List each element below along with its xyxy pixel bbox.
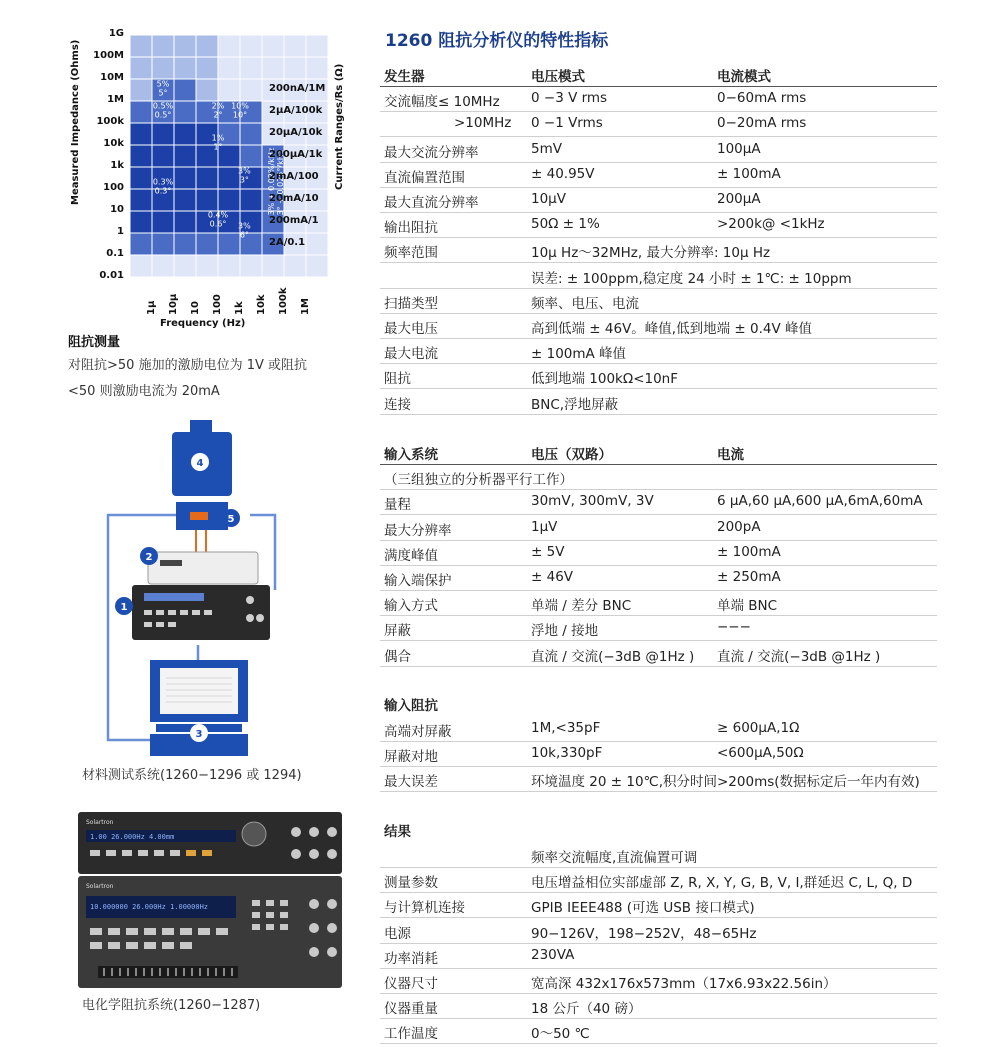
cell-c1: 与计算机连接 xyxy=(384,900,465,917)
cell-c1: 电源 xyxy=(384,925,411,942)
chart-annotation: 0.5° xyxy=(154,110,172,120)
chart-cell xyxy=(240,79,262,101)
y-tick-label: 10 xyxy=(110,204,124,215)
input-system-note-row xyxy=(380,464,937,490)
cell-c1: 频率范围 xyxy=(384,245,438,262)
current-range-label: 2A/0.1 xyxy=(269,237,306,248)
y-tick-label: 100k xyxy=(96,116,124,127)
cell-c1: 最大直流分辨率 xyxy=(384,195,479,211)
current-range-label: 20μA/10k xyxy=(269,127,323,138)
chart-annotation: 5% xyxy=(156,79,170,89)
current-range-label: 200mA/1 xyxy=(269,215,319,226)
chart-cell xyxy=(130,211,152,233)
chart-cell xyxy=(284,255,306,277)
cell-c2: 10μ Hz～32MHz, 最大分辨率: 10μ Hz xyxy=(531,245,771,262)
cell-c1: 输入端保护 xyxy=(384,573,452,589)
chart-annotation: 0.5% xyxy=(152,101,174,111)
chart-cell xyxy=(218,233,240,255)
chart-annotation: 0.3% xyxy=(152,177,174,187)
impedance-range-chart xyxy=(65,20,365,340)
cell-c3: 直流 / 交流(−3dB @1Hz ) xyxy=(717,648,881,665)
cell-c2: 直流 / 交流(−3dB @1Hz ) xyxy=(531,648,695,665)
marker-2-label: 2 xyxy=(145,552,153,563)
chart-cell xyxy=(174,123,196,145)
generator-row xyxy=(380,237,937,263)
cell-c2: 30mV, 300mV, 3V xyxy=(531,493,654,510)
chart-cell xyxy=(130,57,152,79)
chart-annotation: 6° xyxy=(239,230,249,240)
chart-cell xyxy=(262,57,284,79)
chart-cell xyxy=(174,211,196,233)
chart-cell xyxy=(196,35,218,57)
chart-annotation: 2% xyxy=(211,101,225,111)
chart-cell xyxy=(152,145,174,167)
cell-c1: 最大电压 xyxy=(384,321,438,337)
marker-1-label: 1 xyxy=(120,602,128,613)
cell-c2: 230VA xyxy=(531,946,575,963)
cell-c1: 高端对屏蔽 xyxy=(384,724,452,740)
cell-c3: 200pA xyxy=(717,518,761,535)
x-tick-label: 100k xyxy=(278,287,289,315)
chart-cell xyxy=(240,123,262,145)
device-top-display-text: 1.00 26.000Hz 4.00mm xyxy=(90,833,175,841)
cell-c3: 单端 BNC xyxy=(717,598,778,615)
chart-cell xyxy=(240,35,262,57)
x-tick-label: 10 xyxy=(190,301,201,315)
cell-c2: 18 公斤（40 磅） xyxy=(531,1001,642,1018)
current-range-label: 2μA/100k xyxy=(269,105,323,116)
system-diagram xyxy=(100,420,340,760)
cell-c1: 扫描类型 xyxy=(384,295,438,312)
x-tick-label: 1M xyxy=(300,298,311,315)
y-tick-label: 1k xyxy=(110,160,124,171)
cell-c1: 屏蔽 xyxy=(384,623,411,640)
cell-c2: 1μV xyxy=(531,518,558,535)
device-top-unit xyxy=(78,812,342,874)
chart-cell xyxy=(174,35,196,57)
cell-c1: 发生器 xyxy=(384,69,425,85)
y-tick-label: 0.01 xyxy=(99,270,124,281)
generator-row xyxy=(380,137,937,163)
cell-c1: 直流偏置范围 xyxy=(384,169,465,186)
chart-cell xyxy=(306,233,328,255)
cell-c1: 仪器尺寸 xyxy=(384,976,438,992)
chart-cell xyxy=(262,255,284,277)
impedance-heading: 阻抗测量 xyxy=(68,335,121,350)
y-tick-label: 1M xyxy=(107,94,124,105)
cell-c1: 满度峰值 xyxy=(384,547,438,564)
chart-cell xyxy=(284,35,306,57)
cell-c2: 10k,330pF xyxy=(531,745,603,762)
chart-annotation: 0.6° xyxy=(209,219,227,229)
current-range-label: 200μA/1k xyxy=(269,149,323,160)
y-tick-label: 10M xyxy=(100,72,124,83)
sample-holder-top xyxy=(190,420,212,434)
chart-cell xyxy=(262,35,284,57)
cell-c3: ± 100mA xyxy=(717,543,781,560)
cell-c3: <600μA,50Ω xyxy=(717,745,804,762)
chart-cell xyxy=(174,145,196,167)
chart-cell xyxy=(284,57,306,79)
device-brand-top: Solartron xyxy=(86,819,114,826)
chart-cell xyxy=(218,167,240,189)
x-tick-label: 1k xyxy=(234,301,245,315)
generator-row xyxy=(380,111,937,137)
cell-c1: 工作温度 xyxy=(384,1026,438,1043)
cell-c2: 1M,<35pF xyxy=(531,720,601,736)
chart-annotation: 3% xyxy=(238,221,251,231)
cell-c2: 0～50 ℃ xyxy=(531,1026,590,1043)
chart-cell xyxy=(130,233,152,255)
chart-annotation: 5° xyxy=(158,88,168,98)
y-tick-label: 1 xyxy=(117,226,124,237)
system1-caption: 材料测试系统(1260−1296 或 1294) xyxy=(82,768,302,783)
results-row xyxy=(380,1018,937,1044)
generator-row xyxy=(380,338,937,364)
chart-cell xyxy=(152,233,174,255)
input-system-row xyxy=(380,590,937,616)
chart-cell xyxy=(174,189,196,211)
chart-cell xyxy=(240,145,262,167)
marker-5-label: 5 xyxy=(227,514,235,525)
cell-c1: 屏蔽对地 xyxy=(384,749,438,766)
chart-cell xyxy=(306,35,328,57)
cell-c3: 200μA xyxy=(717,191,761,207)
cell-c2: 单端 / 差分 BNC xyxy=(531,598,632,615)
y-tick-label: 100M xyxy=(93,50,124,61)
chart-cell xyxy=(306,255,328,277)
cell-c3: 0−20mA rms xyxy=(717,115,807,132)
cell-c2: 浮地 / 接地 xyxy=(531,623,599,640)
generator-row xyxy=(380,313,937,339)
cell-c1: 交流幅度≤ 10MHz xyxy=(384,94,500,111)
chart-cell xyxy=(152,255,174,277)
cell-c2: 误差: ± 100ppm,稳定度 24 小时 ± 1℃: ± 10ppm xyxy=(531,270,852,287)
cell-c2: 频率、电压、电流 xyxy=(531,295,639,312)
chart-cell xyxy=(130,167,152,189)
chart-cell xyxy=(130,189,152,211)
chart-cell xyxy=(240,189,262,211)
cell-c2: 10μV xyxy=(531,191,567,207)
chart-cell xyxy=(174,255,196,277)
input-system-row xyxy=(380,565,937,591)
chart-cell xyxy=(174,101,196,123)
generator-row xyxy=(380,263,937,289)
cell-c1: 输入系统 xyxy=(384,447,438,463)
input-system-row xyxy=(380,615,937,641)
chart-svg xyxy=(65,20,365,340)
chart-cell xyxy=(152,35,174,57)
cell-c2: 低到地端 100kΩ<10nF xyxy=(531,371,679,388)
input-system-row xyxy=(380,540,937,566)
results-row xyxy=(380,918,937,944)
chart-cell xyxy=(196,189,218,211)
generator-row xyxy=(380,389,937,415)
results-heading: 结果 xyxy=(384,824,411,840)
chart-annotation: 0.3° xyxy=(154,186,172,196)
cell-c1: 最大误差 xyxy=(384,774,438,791)
chart-annotation: 2° xyxy=(213,110,223,120)
chart-cell xyxy=(130,145,152,167)
input-impedance-row xyxy=(380,741,937,767)
current-range-label: 2mA/100 xyxy=(269,171,319,182)
input-impedance-row xyxy=(380,716,937,742)
cell-c2: 50Ω ± 1% xyxy=(531,216,600,233)
cell-c2: GPIB IEEE488 (可选 USB 接口模式) xyxy=(531,900,755,917)
x-tick-label: 10k xyxy=(256,294,267,315)
cell-c2: 高到低端 ± 46V。峰值,低到地端 ± 0.4V 峰值 xyxy=(531,321,812,337)
y-tick-label: 100 xyxy=(103,182,124,193)
chart-cell xyxy=(196,255,218,277)
chart-cell xyxy=(130,123,152,145)
chart-annotation-rotated: 3% + 0.02%/kHz xyxy=(267,147,277,216)
chart-cell xyxy=(130,35,152,57)
cell-c3: 电流模式 xyxy=(717,69,771,85)
device-bottom-display-text: 10.000000 26.000Hz 1.00000Hz xyxy=(90,903,209,911)
cell-c2: 0 −3 V rms xyxy=(531,90,608,107)
x-tick-label: 100 xyxy=(212,294,223,315)
marker-4-label: 4 xyxy=(196,458,204,469)
cell-c2: ± 40.95V xyxy=(531,165,595,182)
cell-c1: （三组独立的分析器平行工作） xyxy=(384,472,573,489)
cell-c2: 5mV xyxy=(531,140,562,157)
generator-row xyxy=(380,187,937,213)
cell-c3: >200k@ <1kHz xyxy=(717,216,825,233)
y-tick-label: 10k xyxy=(103,138,124,149)
chart-cell xyxy=(218,189,240,211)
cell-c3: ± 250mA xyxy=(717,569,781,585)
input-system-header-row xyxy=(380,439,937,465)
chart-cell xyxy=(196,79,218,101)
chart-cell xyxy=(196,57,218,79)
cell-c1: 连接 xyxy=(384,396,411,413)
chart-cell xyxy=(218,79,240,101)
cell-c3: ± 100mA xyxy=(717,165,781,182)
chart-annotation: 3° xyxy=(239,175,249,185)
cell-c3: 6 μA,60 μA,600 μA,6mA,60mA xyxy=(717,493,923,510)
chart-cell xyxy=(152,211,174,233)
input-system-row xyxy=(380,641,937,667)
interface-port xyxy=(190,512,208,520)
generator-row xyxy=(380,363,937,389)
impedance-text-2: <50 则激励电流为 20mA xyxy=(68,384,220,399)
y-axis-title: Measured Impedance (Ohms) xyxy=(70,39,81,205)
cell-c1: 最大电流 xyxy=(384,346,438,363)
computer-screen xyxy=(160,668,238,714)
cell-c3: 电流 xyxy=(717,447,744,463)
cell-c2: ± 100mA 峰值 xyxy=(531,346,627,363)
cell-c2: 宽高深 432x176x573mm（17x6.93x22.56in） xyxy=(531,976,837,992)
cell-c2: 90−126V，198−252V，48−65Hz xyxy=(531,925,757,942)
cell-c3: 100μA xyxy=(717,140,761,157)
cell-c1: 量程 xyxy=(384,497,411,514)
cell-c2: 电压（双路） xyxy=(531,447,612,463)
chart-cell xyxy=(174,79,196,101)
chart-cell xyxy=(240,57,262,79)
chart-cell xyxy=(130,101,152,123)
cell-c1: 偶合 xyxy=(384,648,411,665)
chart-cell xyxy=(196,167,218,189)
generator-row xyxy=(380,212,937,238)
results-row xyxy=(380,842,937,868)
interface-unit-display xyxy=(160,560,182,566)
chart-cell xyxy=(218,255,240,277)
chart-cell xyxy=(218,35,240,57)
chart-cell xyxy=(152,57,174,79)
generator-row xyxy=(380,162,937,188)
cell-c2: 电压模式 xyxy=(531,69,585,85)
current-range-label: 20mA/10 xyxy=(269,193,319,204)
chart-annotation: 10° xyxy=(232,110,248,120)
input-impedance-row xyxy=(380,766,937,792)
input-impedance-heading: 输入阻抗 xyxy=(384,698,438,714)
system2-caption: 电化学阻抗系统(1260−1287) xyxy=(82,998,261,1013)
chart-annotation: 3% xyxy=(238,166,251,176)
chart-annotation: 1% xyxy=(211,133,225,143)
chart-cell xyxy=(152,123,174,145)
x-axis-title: Frequency (Hz) xyxy=(160,318,246,329)
device-illustration xyxy=(76,812,344,992)
cell-c2: ± 5V xyxy=(531,543,565,560)
cell-c3: −−− xyxy=(717,619,751,636)
chart-cell xyxy=(306,57,328,79)
chart-cell xyxy=(174,233,196,255)
cell-c1: 仪器重量 xyxy=(384,1001,438,1018)
cell-c2: ± 46V xyxy=(531,569,574,585)
generator-row xyxy=(380,288,937,314)
device-brand-bottom: Solartron xyxy=(86,883,114,890)
cell-c1: 阻抗 xyxy=(384,371,411,388)
cell-c2: BNC,浮地屏蔽 xyxy=(531,396,619,413)
cell-c1: 功率消耗 xyxy=(384,950,438,967)
chart-cell xyxy=(174,57,196,79)
cell-c2: 0 −1 Vrms xyxy=(531,115,603,132)
results-row xyxy=(380,943,937,969)
cell-c3: 0−60mA rms xyxy=(717,90,807,107)
chart-annotation: 0.4% xyxy=(207,210,229,220)
generator-header-row xyxy=(380,61,937,87)
input-system-row xyxy=(380,515,937,541)
cell-c1: 最大交流分辨率 xyxy=(384,144,479,161)
chart-annotation: 1° xyxy=(213,142,223,152)
right-axis-title: Current Ranges/Rs (Ω) xyxy=(334,63,345,190)
chart-annotation-rotated: 3° + 0.025°/kHz xyxy=(276,150,286,216)
chart-cell xyxy=(196,233,218,255)
analyzer-display xyxy=(144,593,204,601)
chart-cell xyxy=(240,255,262,277)
device-knob xyxy=(242,822,266,846)
y-tick-label: 1G xyxy=(108,28,124,39)
input-system-row xyxy=(380,489,937,515)
results-row xyxy=(380,867,937,893)
cell-c2: 电压增益相位实部虚部 Z, R, X, Y, G, B, V, I,群延迟 C, L, Q, D xyxy=(531,875,913,892)
cell-c2: 环境温度 20 ± 10℃,积分时间>200ms(数据标定后一年内有效) xyxy=(531,774,920,791)
y-tick-label: 0.1 xyxy=(106,248,124,259)
chart-cell xyxy=(218,57,240,79)
chart-cell xyxy=(174,167,196,189)
interface-unit xyxy=(145,552,258,584)
chart-annotation: 10% xyxy=(231,101,249,111)
cell-c3: ≥ 600μA,1Ω xyxy=(717,720,800,736)
page-title: 1260 阻抗分析仪的特性指标 xyxy=(385,31,609,51)
results-row xyxy=(380,993,937,1019)
results-row xyxy=(380,968,937,994)
generator-row xyxy=(380,86,937,112)
chart-cell xyxy=(130,255,152,277)
cell-c1: 输入方式 xyxy=(384,598,438,615)
cell-c2: 频率交流幅度,直流偏置可调 xyxy=(531,850,698,866)
results-row xyxy=(380,892,937,918)
marker-3-label: 3 xyxy=(195,729,203,740)
current-range-label: 200nA/1M xyxy=(269,83,326,94)
cell-c1: 测量参数 xyxy=(384,875,438,892)
cell-c1: >10MHz xyxy=(454,115,512,132)
chart-cell xyxy=(130,79,152,101)
x-tick-label: 1μ xyxy=(146,300,157,315)
impedance-text-1: 对阻抗>50 施加的激励电位为 1V 或阻抗 xyxy=(68,358,307,373)
cell-c1: 输出阻抗 xyxy=(384,220,438,237)
cell-c1: 最大分辨率 xyxy=(384,522,452,539)
x-tick-label: 10μ xyxy=(168,293,179,315)
